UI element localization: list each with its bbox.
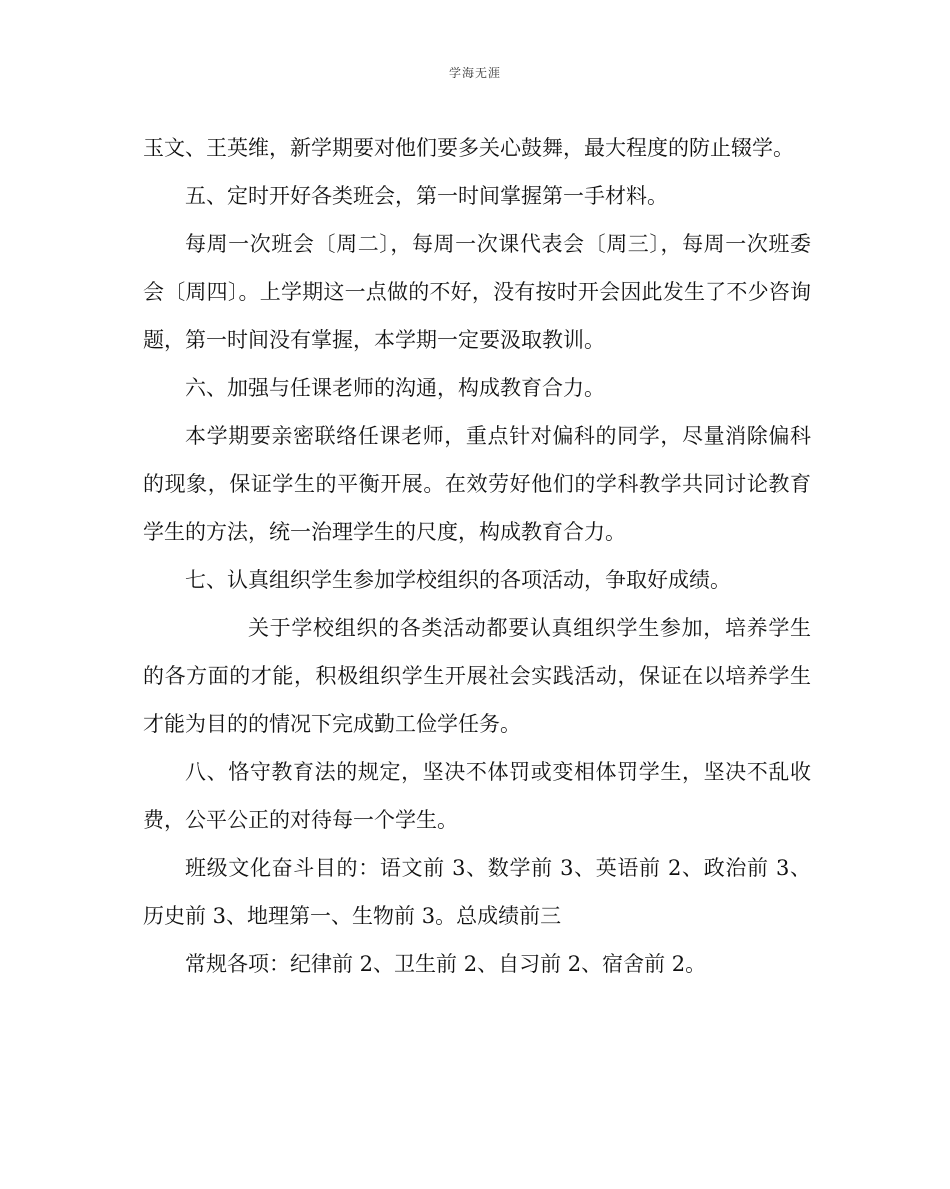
section-heading-6: 六、加强与任课老师的沟通，构成教育合力。 — [185, 376, 605, 400]
paragraph-activities: 关于学校组织的各类活动都要认真组织学生参加，培养学生的各方面的才能，积极组织学生开展社会实践活动，保证在以培养学生才能为目的的情况下完成勤工俭学任务。 — [143, 616, 811, 736]
paragraph-routine-goals: 常规各项：纪律前 2、卫生前 2、自习前 2、宿舍前 2。 — [185, 952, 707, 976]
paragraph-teachers: 本学期要亲密联络任课老师，重点针对偏科的同学，尽量消除偏科的现象，保证学生的平衡开展。在效劳好他们的学科教学共同讨论教育学生的方法，统一治理学生的尺度，构成教育合力。 — [143, 424, 811, 544]
section-heading-7: 七、认真组织学生参加学校组织的各项活动，争取好成绩。 — [185, 568, 731, 592]
paragraph-continuation: 玉文、王英维，新学期要对他们要多关心鼓舞，最大程度的防止辍学。 — [143, 136, 794, 160]
paragraph-class-goals: 班级文化奋斗目的：语文前 3、数学前 3、英语前 2、政治前 3、历史前 3、地理第一、生物前 3。总成绩前三 — [143, 856, 811, 928]
section-heading-5: 五、定时开好各类班会，第一时间掌握第一手材料。 — [185, 184, 668, 208]
section-heading-8: 八、恪守教育法的规定，坚决不体罚或变相体罚学生，坚决不乱收费，公平公正的对待每一个学生。 — [143, 760, 811, 832]
document-body — [143, 124, 811, 988]
paragraph-meetings: 每周一次班会〔周二〕，每周一次课代表会〔周三〕，每周一次班委会〔周四〕。上学期这一点做的不好，没有按时开会因此发生了不少咨询题，第一时间没有掌握，本学期一定要汲取教训。 — [143, 232, 811, 352]
page-header: 学海无涯 — [448, 66, 501, 80]
